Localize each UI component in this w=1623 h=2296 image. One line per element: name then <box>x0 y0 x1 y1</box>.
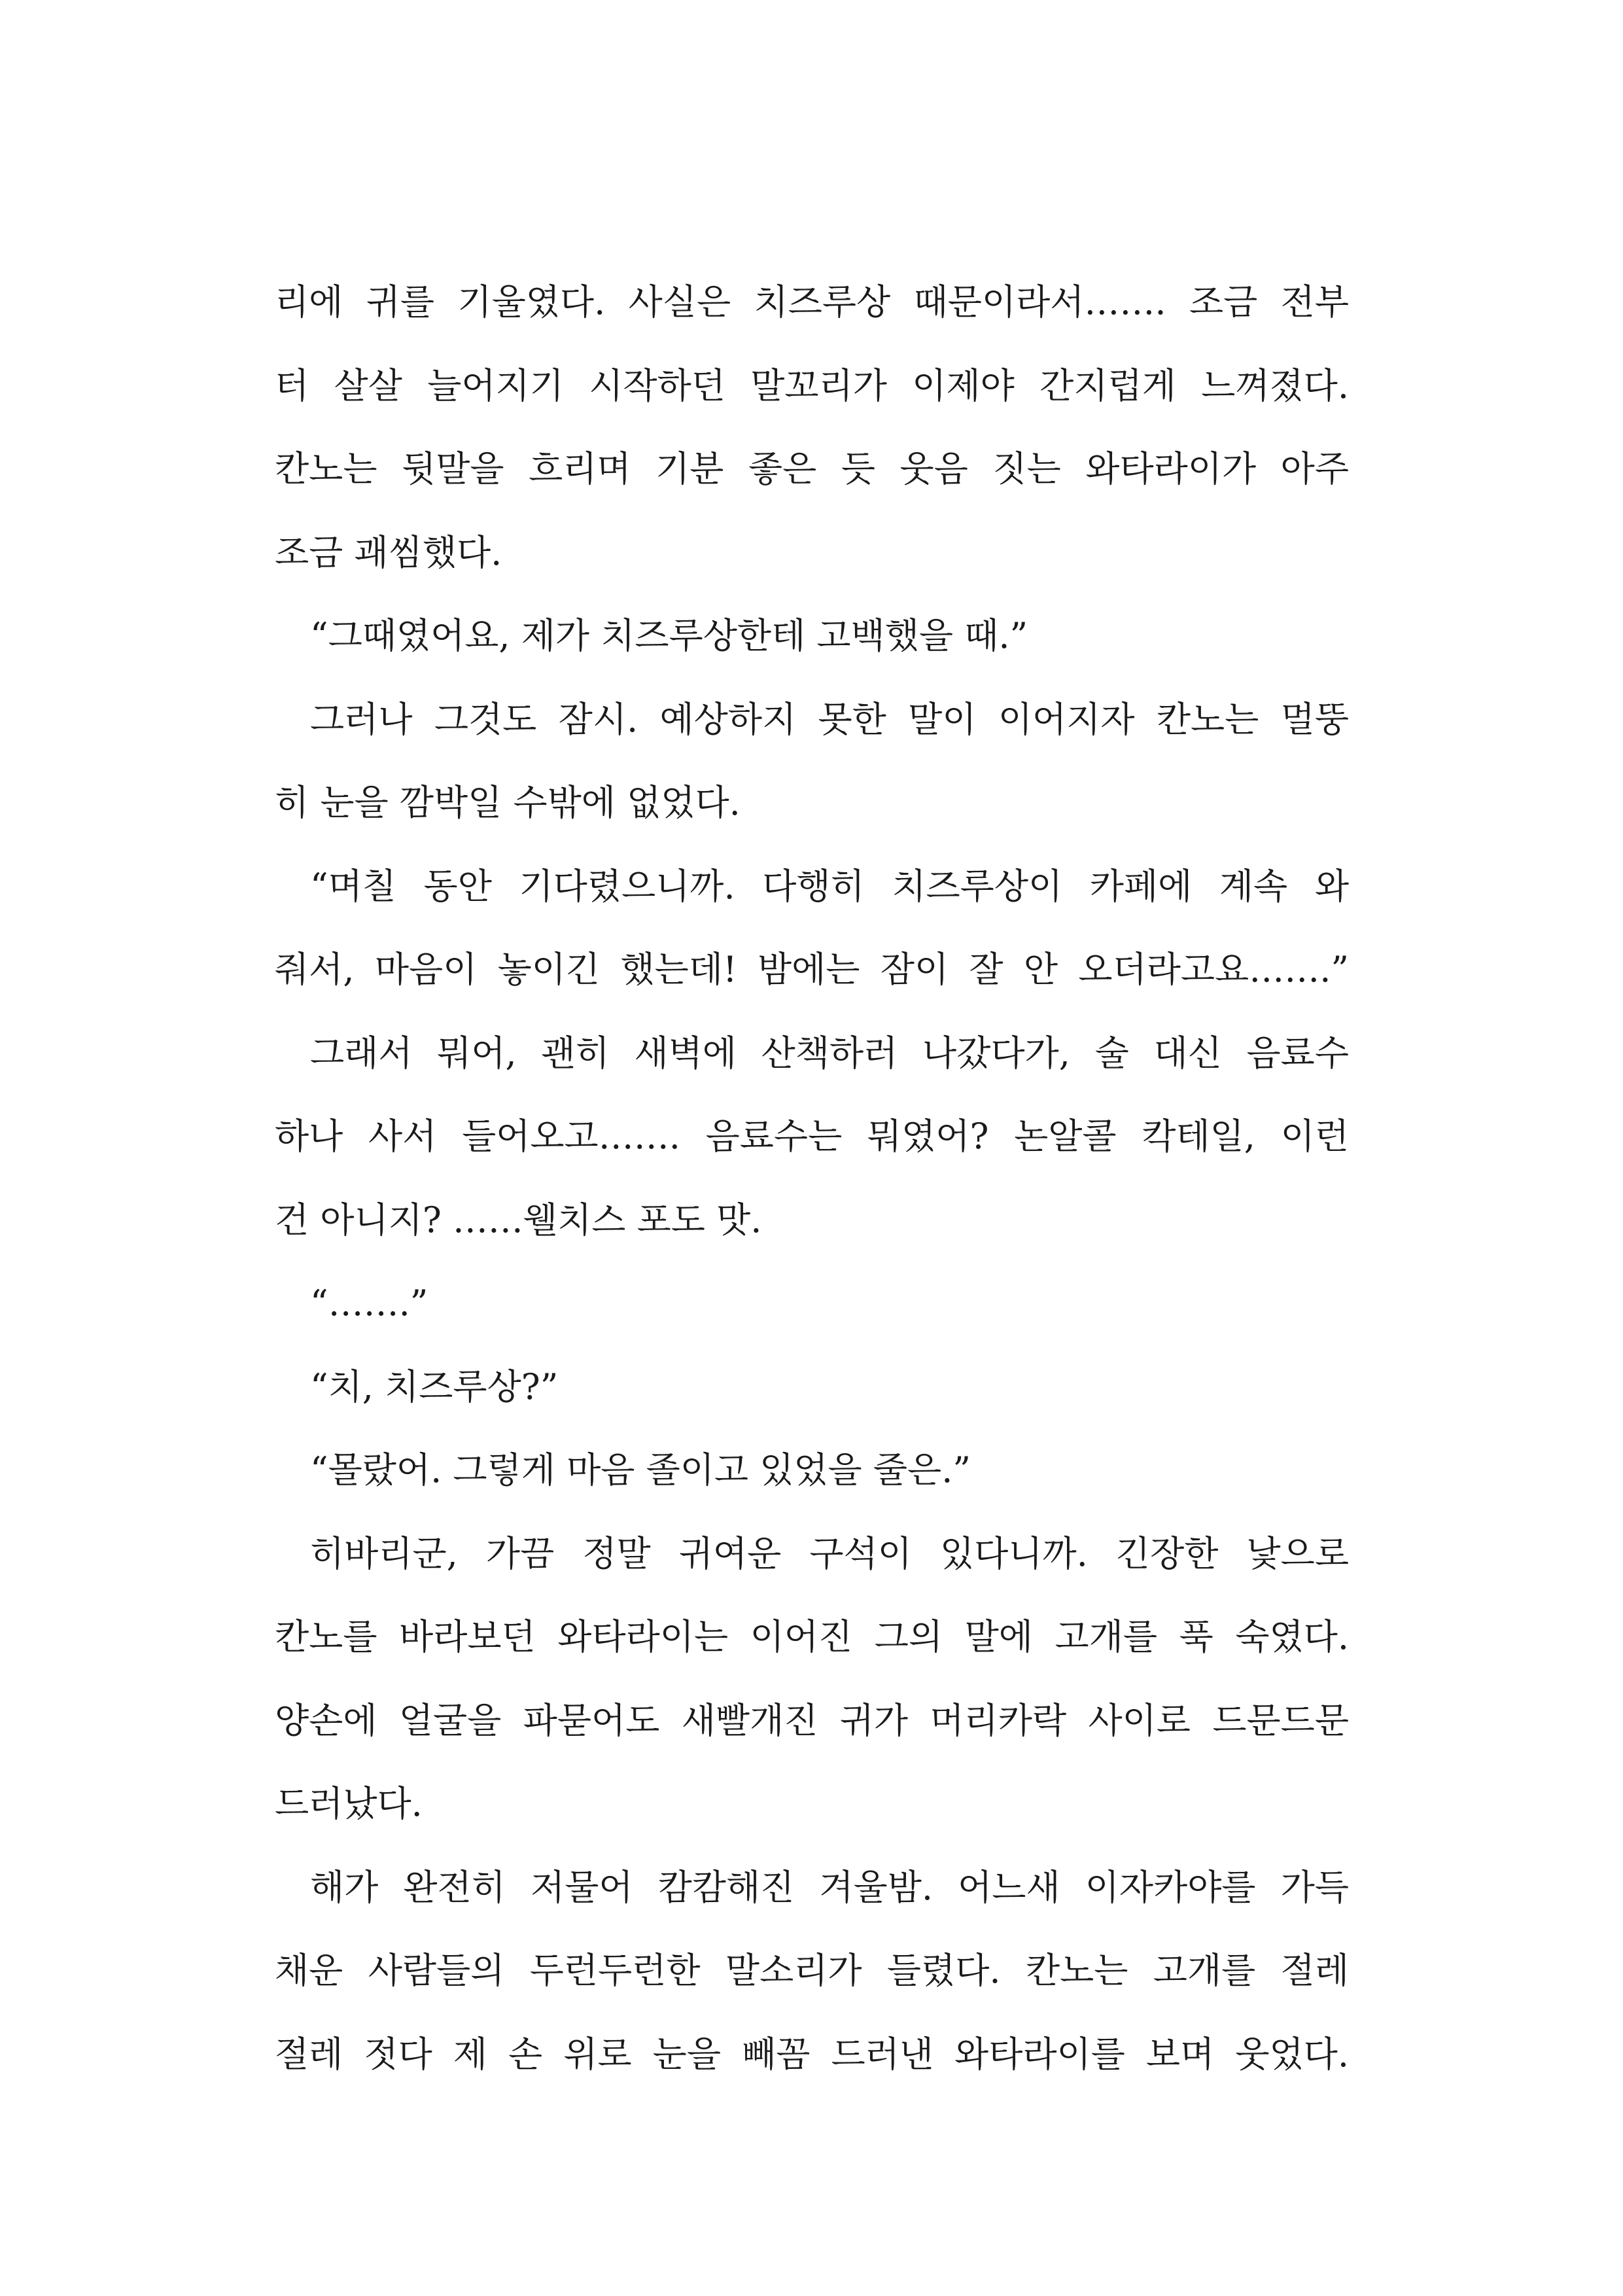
text-line: 히 눈을 깜박일 수밖에 없었다. <box>275 782 741 823</box>
text-line: 양손에 얼굴을 파묻어도 새빨개진 귀가 머리카락 사이로 드문드문 <box>275 1699 1349 1741</box>
text-line: 리에 귀를 기울였다. 사실은 치즈루상 때문이라서……. 조금 전부 <box>275 281 1349 323</box>
text-line: 칸노는 뒷말을 흐리며 기분 좋은 듯 웃음 짓는 와타라이가 아주 <box>275 448 1349 489</box>
text-line: 하나 사서 들어오고……. 음료수는 뭐였어? 논알콜 칵테일, 이런 <box>275 1116 1349 1157</box>
body-text <box>275 260 1349 2096</box>
text-line: “며칠 동안 기다렸으니까. 다행히 치즈루상이 카페에 계속 와 <box>310 865 1349 907</box>
text-line: 그래서 뭐어, 괜히 새벽에 산책하러 나갔다가, 술 대신 음료수 <box>310 1032 1349 1074</box>
text-line: 조금 괘씸했다. <box>275 531 502 573</box>
text-line: 해가 완전히 저물어 캄캄해진 겨울밤. 어느새 이자카야를 가득 <box>310 1866 1349 1908</box>
text-line: “그때였어요, 제가 치즈루상한테 고백했을 때.” <box>310 615 1028 656</box>
text-line: “…….” <box>310 1282 428 1324</box>
text-line: “몰랐어. 그렇게 마음 졸이고 있었을 줄은.” <box>310 1449 971 1491</box>
text-line: 건 아니지? ……웰치스 포도 맛. <box>275 1199 762 1241</box>
text-line: 그러나 그것도 잠시. 예상하지 못한 말이 이어지자 칸노는 멀뚱 <box>310 698 1349 740</box>
text-line: 절레 젓다 제 손 위로 눈을 빼꼼 드러낸 와타라이를 보며 웃었다. <box>275 2033 1349 2075</box>
text-line: 드러났다. <box>275 1783 423 1824</box>
text-line: 채운 사람들의 두런두런한 말소리가 들렸다. 칸노는 고개를 절레 <box>275 1950 1349 1991</box>
text-line: 줘서, 마음이 놓이긴 했는데! 밤에는 잠이 잘 안 오더라고요…….” <box>275 949 1349 990</box>
text-line: 터 살살 늘어지기 시작하던 말꼬리가 이제야 간지럽게 느껴졌다. <box>275 364 1349 406</box>
text-line: 칸노를 바라보던 와타라이는 이어진 그의 말에 고개를 푹 숙였다. <box>275 1616 1349 1657</box>
text-line: “치, 치즈루상?” <box>310 1366 559 1407</box>
text-line: 히바리군, 가끔 정말 귀여운 구석이 있다니까. 긴장한 낯으로 <box>310 1532 1349 1574</box>
